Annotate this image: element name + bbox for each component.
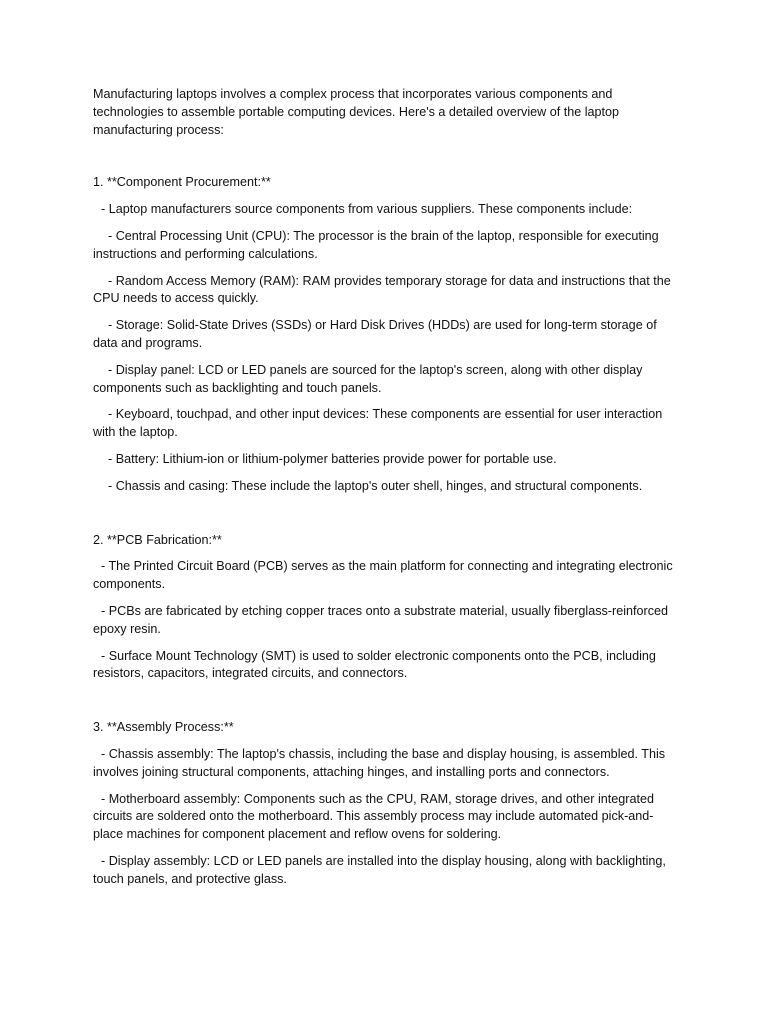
bullet-item: - Display assembly: LCD or LED panels are installed into the display housing, along with backlighting, touch panels, and protective glass.: [93, 853, 666, 886]
bullet-item: - Battery: Lithium-ion or lithium-polymer batteries provide power for portable use.: [108, 451, 557, 466]
bullet-item: - Storage: Solid-State Drives (SSDs) or Hard Disk Drives (HDDs) are used for long-term storage of data and programs.: [93, 318, 657, 350]
section-pcb-fabrication: [93, 532, 683, 684]
section-component-procurement: [93, 174, 683, 495]
bullet-item: - Motherboard assembly: Components such as the CPU, RAM, storage drives, and other integrated circuits are soldered onto the motherboard. This assembly process may include automated pick-and-place machines for component placement and reflow ovens for soldering.: [93, 791, 654, 842]
bullet-item: - Chassis assembly: The laptop's chassis, including the base and display housing, is assembled. This involves joining structural components, attaching hinges, and installing ports and connectors.: [93, 746, 666, 779]
bullet-item: - Random Access Memory (RAM): RAM provides temporary storage for data and instructions that the CPU needs to access quickly.: [93, 273, 671, 306]
bullet-item: - Surface Mount Technology (SMT) is used to solder electronic components onto the PCB, including resistors, capacitors, integrated circuits, and connectors.: [93, 648, 656, 681]
bullet-item: - Display panel: LCD or LED panels are sourced for the laptop's screen, along with other display components such as backlighting and touch panels.: [93, 362, 643, 395]
bullet-item: - Chassis and casing: These include the laptop's outer shell, hinges, and structural components.: [108, 478, 643, 493]
document-body: [93, 86, 683, 898]
bullet-item: - Keyboard, touchpad, and other input devices: These components are essential for user interaction with the laptop.: [93, 407, 663, 440]
intro-paragraph: Manufacturing laptops involves a complex process that incorporates various components and technologies to assemble portable computing devices. Here's a detailed overview of the laptop manufacturing process:: [93, 87, 620, 137]
bullet-item: - Central Processing Unit (CPU): The processor is the brain of the laptop, responsible for executing instructions and performing calculations.: [93, 228, 659, 261]
section-heading: 3. **Assembly Process:**: [93, 720, 234, 735]
bullet-item: - Laptop manufacturers source components from various suppliers. These components include:: [101, 202, 633, 217]
bullet-item: - PCBs are fabricated by etching copper traces onto a substrate material, usually fiberglass-reinforced epoxy resin.: [93, 603, 668, 636]
section-heading: 2. **PCB Fabrication:**: [93, 532, 222, 547]
bullet-item: - The Printed Circuit Board (PCB) serves as the main platform for connecting and integrating electronic components.: [93, 559, 673, 592]
section-heading: 1. **Component Procurement:**: [93, 175, 271, 190]
section-assembly-process: [93, 719, 683, 888]
